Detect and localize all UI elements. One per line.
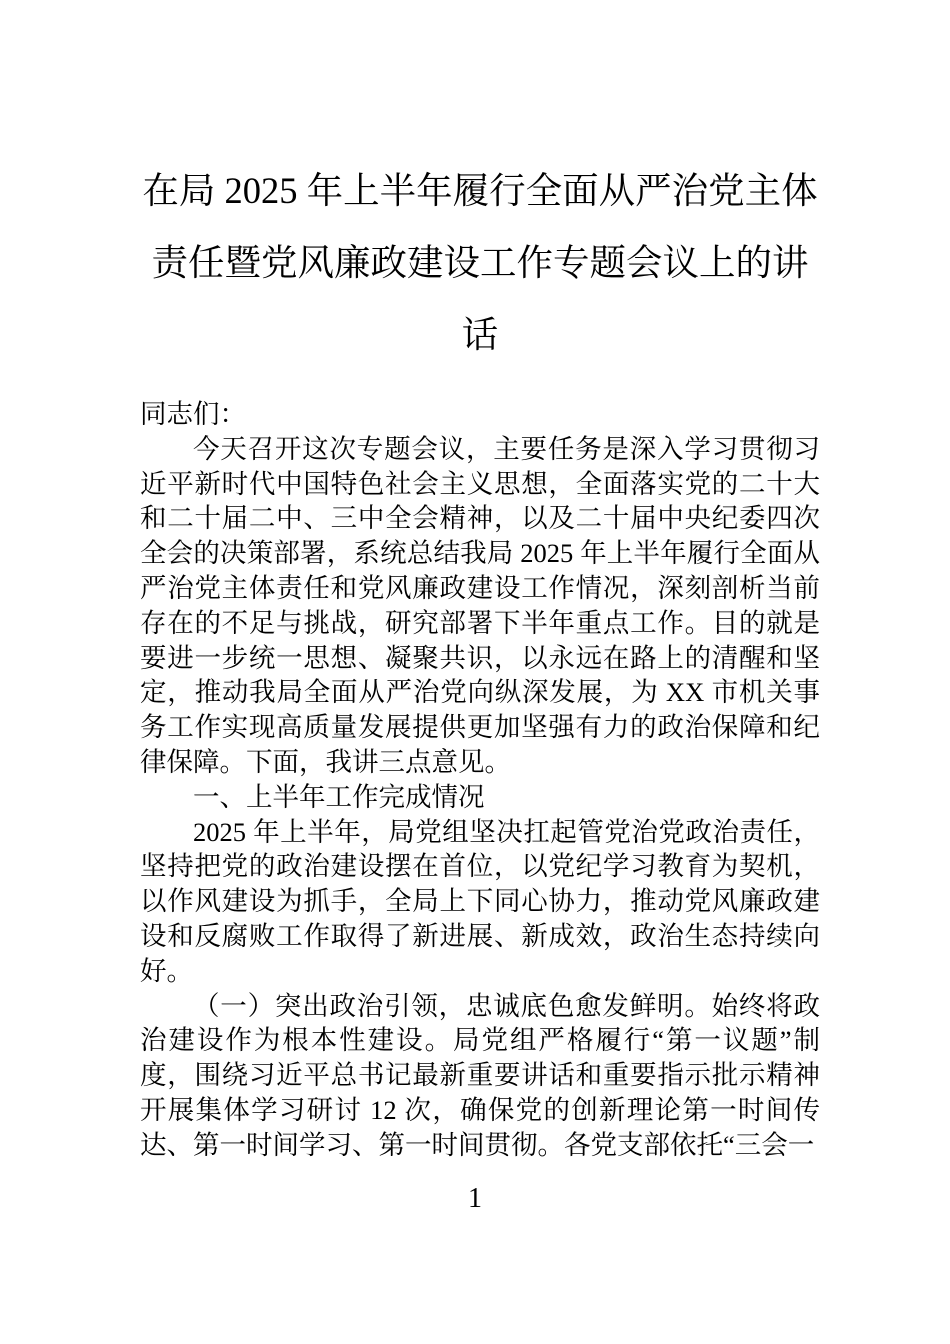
- paragraph: （一）突出政治引领，忠诚底色愈发鲜明。始终将政治建设作为根本性建设。局党组严格履行“第一议题”制度，围绕习近平总书记最新重要讲话和重要指示批示精神开展集体学习研讨 12 次，确保党的创新理论第一时间传达、第一时间学习、第一时间贯彻。各党支部依托“三会一: [140, 990, 820, 1160]
- paragraph: 今天召开这次专题会议，主要任务是深入学习贯彻习近平新时代中国特色社会主义思想，全面落实党的二十大和二十届二中、三中全会精神，以及二十届中央纪委四次全会的决策部署，系统总结我局 2025 年上半年履行全面从严治党主体责任和党风廉政建设工作情况，深刻剖析当前存在的不足与挑战，研究部署下半年重点工作。目的就是要进一步统一思想、凝聚共识，以永远在路上的清醒和坚定，推动我局全面从严治党向纵深发展，为 XX 市机关事务工作实现高质量发展提供更加坚强有力的政治保障和纪律保障。下面，我讲三点意见。: [140, 433, 820, 777]
- document-body: [140, 397, 820, 1163]
- page-number: 1: [468, 1183, 482, 1214]
- document-title: 在局 2025 年上半年履行全面从严治党主体责任暨党风廉政建设工作专题会议上的讲话: [142, 170, 818, 355]
- paragraph: 2025 年上半年，局党组坚决扛起管党治党政治责任，坚持把党的政治建设摆在首位，以党纪学习教育为契机，以作风建设为抓手，全局上下同心协力，推动党风廉政建设和反腐败工作取得了新进展、新成效，政治生态持续向好。: [140, 816, 820, 986]
- section-heading: 一、上半年工作完成情况: [193, 781, 485, 812]
- salutation: 同志们：: [140, 399, 246, 429]
